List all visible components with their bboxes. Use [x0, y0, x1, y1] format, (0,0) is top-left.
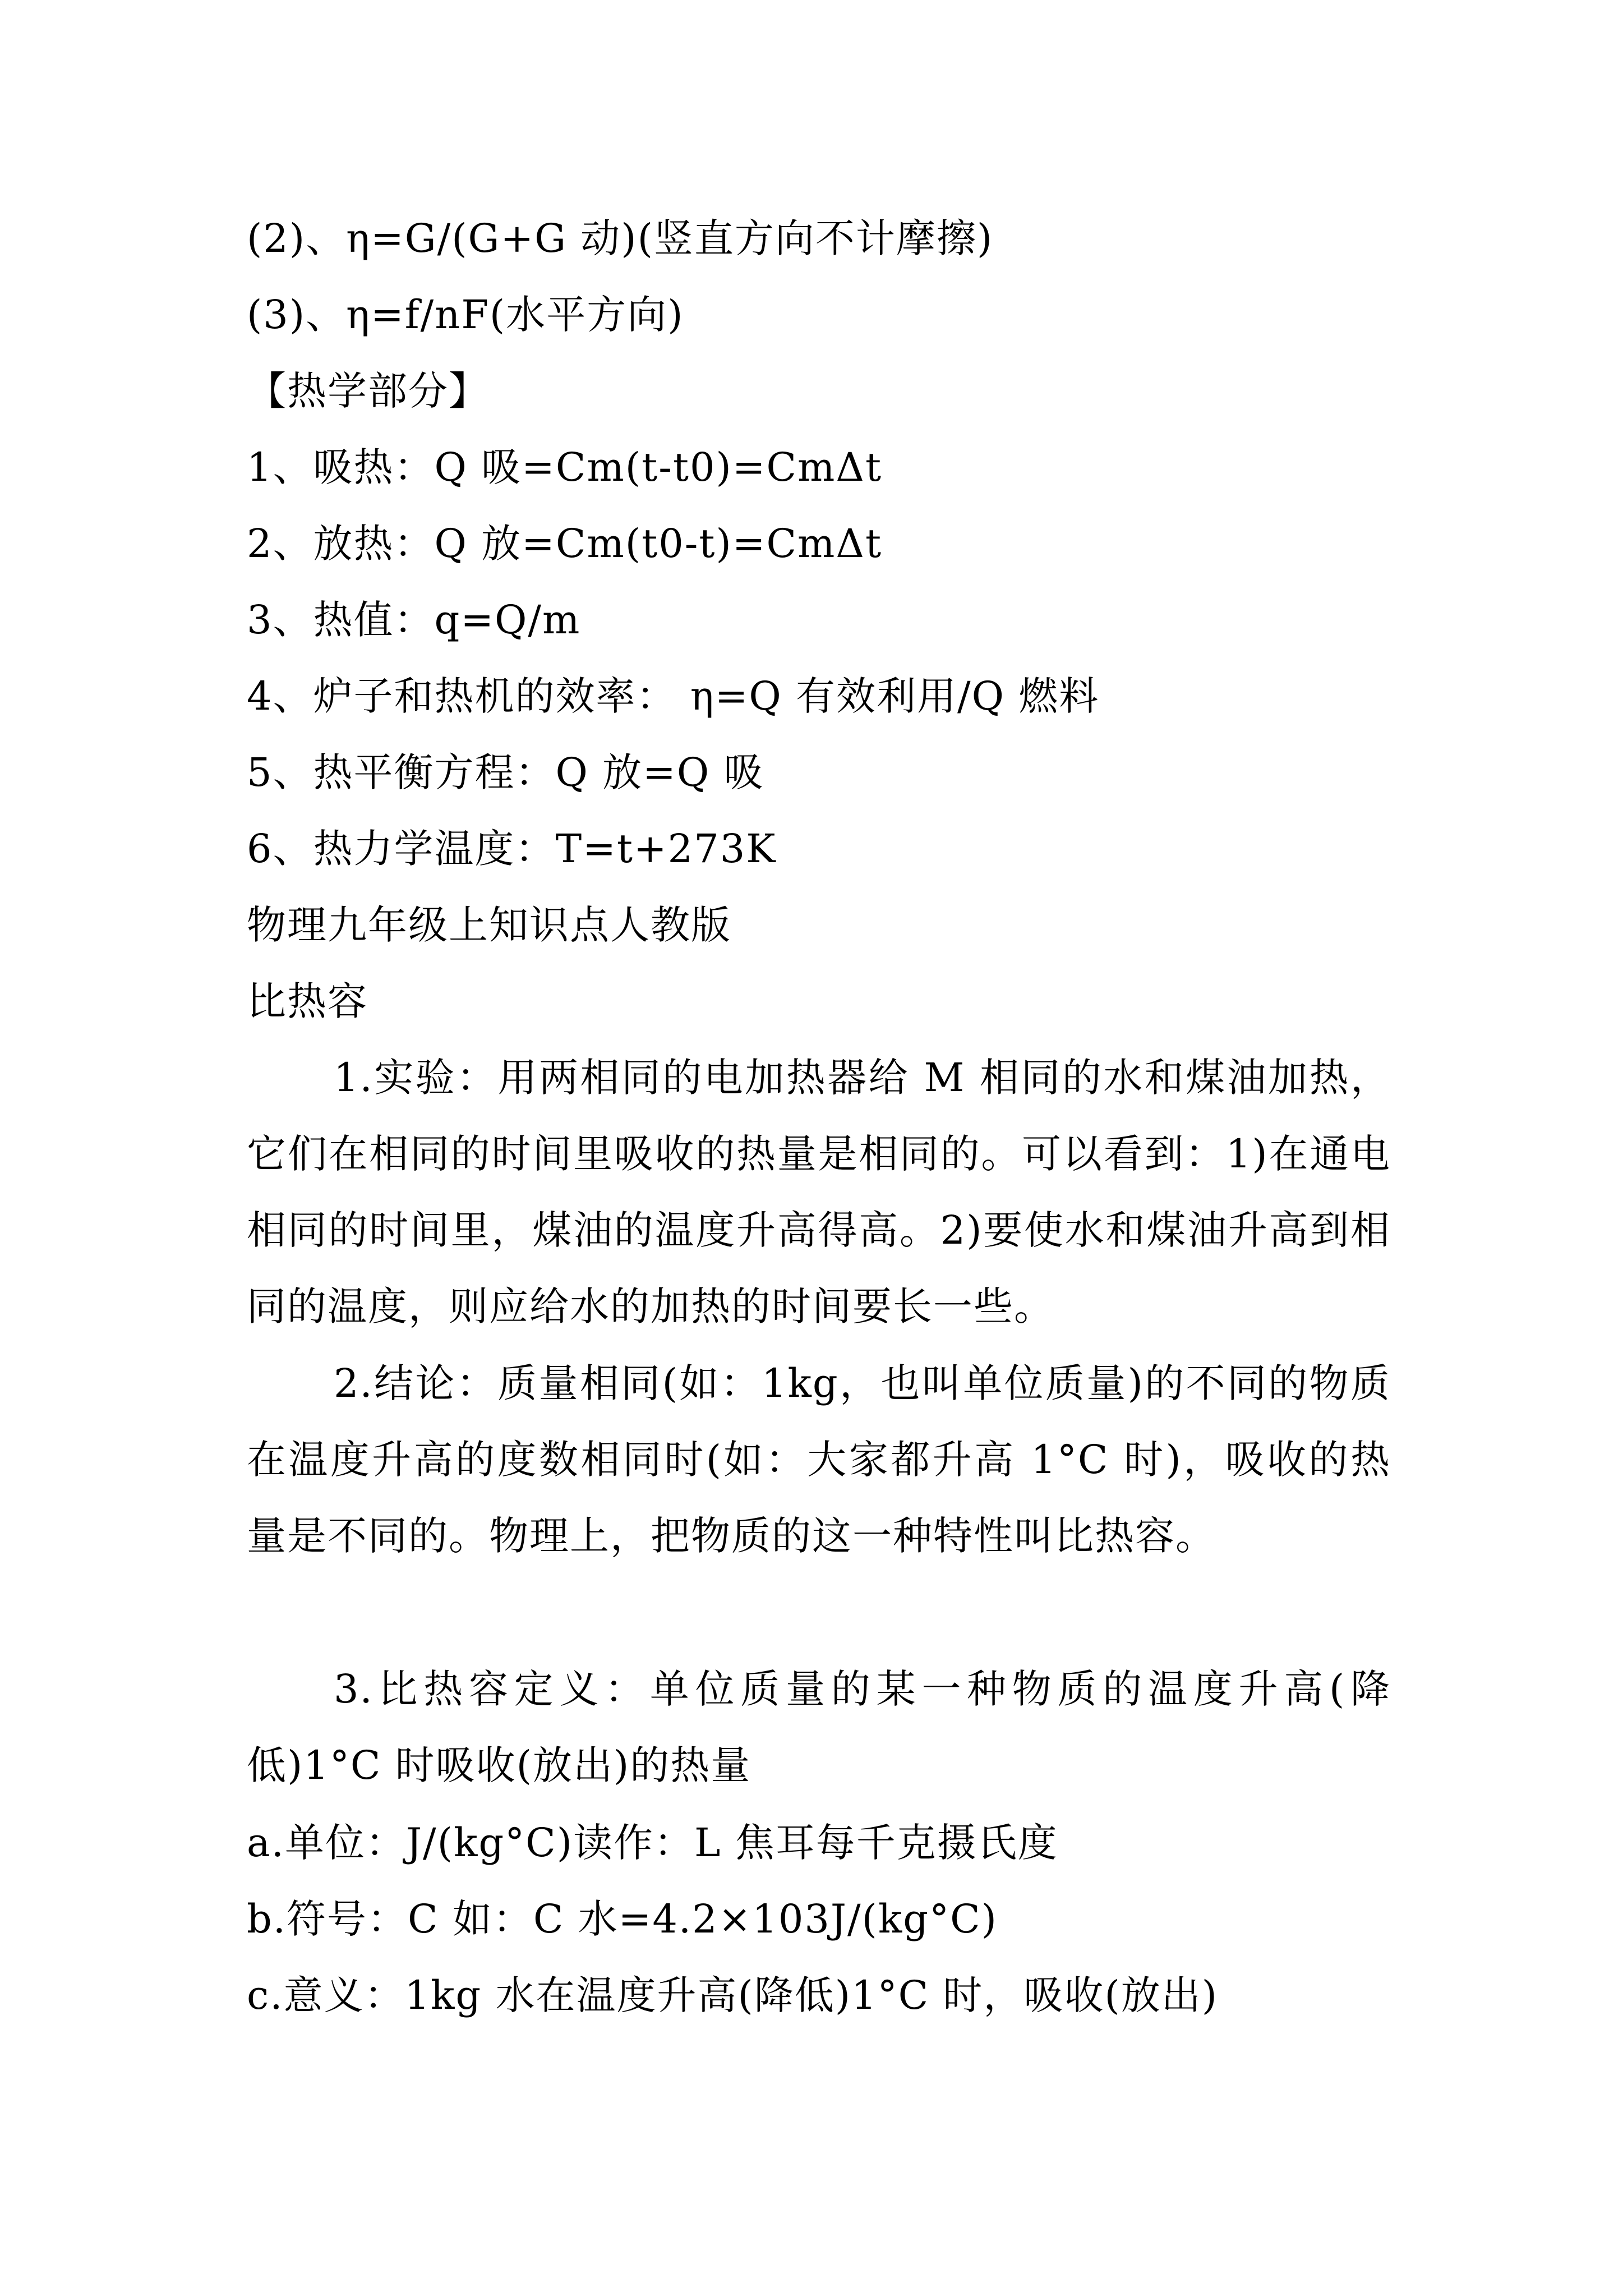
item-meaning: c.意义：1kg 水在温度升高(降低)1°C 时，吸收(放出) — [247, 1972, 1219, 2018]
section-heading-heat: 【热学部分】 — [247, 368, 489, 414]
formula-heat-value: 3、热值：q=Q/m — [247, 597, 581, 643]
formula-heat-balance: 5、热平衡方程：Q 放=Q 吸 — [247, 749, 764, 795]
paragraph-definition: 3.比热容定义：单位质量的某一种物质的温度升高(降低)1°C 时吸收(放出)的热量 — [247, 1666, 1391, 1788]
formula-efficiency-vertical: (2)、η=G/(G+G 动)(竖直方向不计摩擦) — [247, 215, 994, 261]
formula-heat-released: 2、放热：Q 放=Cm(t0-t)=CmΔt — [247, 521, 883, 567]
formula-heat-absorbed: 1、吸热：Q 吸=Cm(t-t0)=CmΔt — [247, 444, 883, 490]
topic-heading-specific-heat: 比热容 — [247, 978, 368, 1024]
item-unit: a.单位：J/(kg°C)读作：L 焦耳每千克摄氏度 — [247, 1820, 1058, 1866]
formula-efficiency-horizontal: (3)、η=f/nF(水平方向) — [247, 292, 684, 338]
document-subtitle: 物理九年级上知识点人教版 — [247, 902, 731, 948]
item-symbol: b.符号：C 如：C 水=4.2×103J/(kg°C) — [247, 1896, 998, 1942]
formula-thermodynamic-temperature: 6、热力学温度：T=t+273K — [247, 826, 777, 872]
paragraph-conclusion: 2.结论：质量相同(如：1kg，也叫单位质量)的不同的物质在温度升高的度数相同时(如：大家都升高 1°C 时)，吸收的热量是不同的。物理上，把物质的这一种特性叫比热容。 — [247, 1360, 1391, 1559]
paragraph-experiment: 1.实验：用两相同的电加热器给 M 相同的水和煤油加热，它们在相同的时间里吸收的热量是相同的。可以看到：1)在通电相同的时间里，煤油的温度升高得高。2)要使水和煤油升高到相同的温度，则应给水的加热的时间要长一些。 — [247, 1055, 1391, 1329]
formula-furnace-efficiency: 4、炉子和热机的效率： η=Q 有效利用/Q 燃料 — [247, 673, 1100, 719]
